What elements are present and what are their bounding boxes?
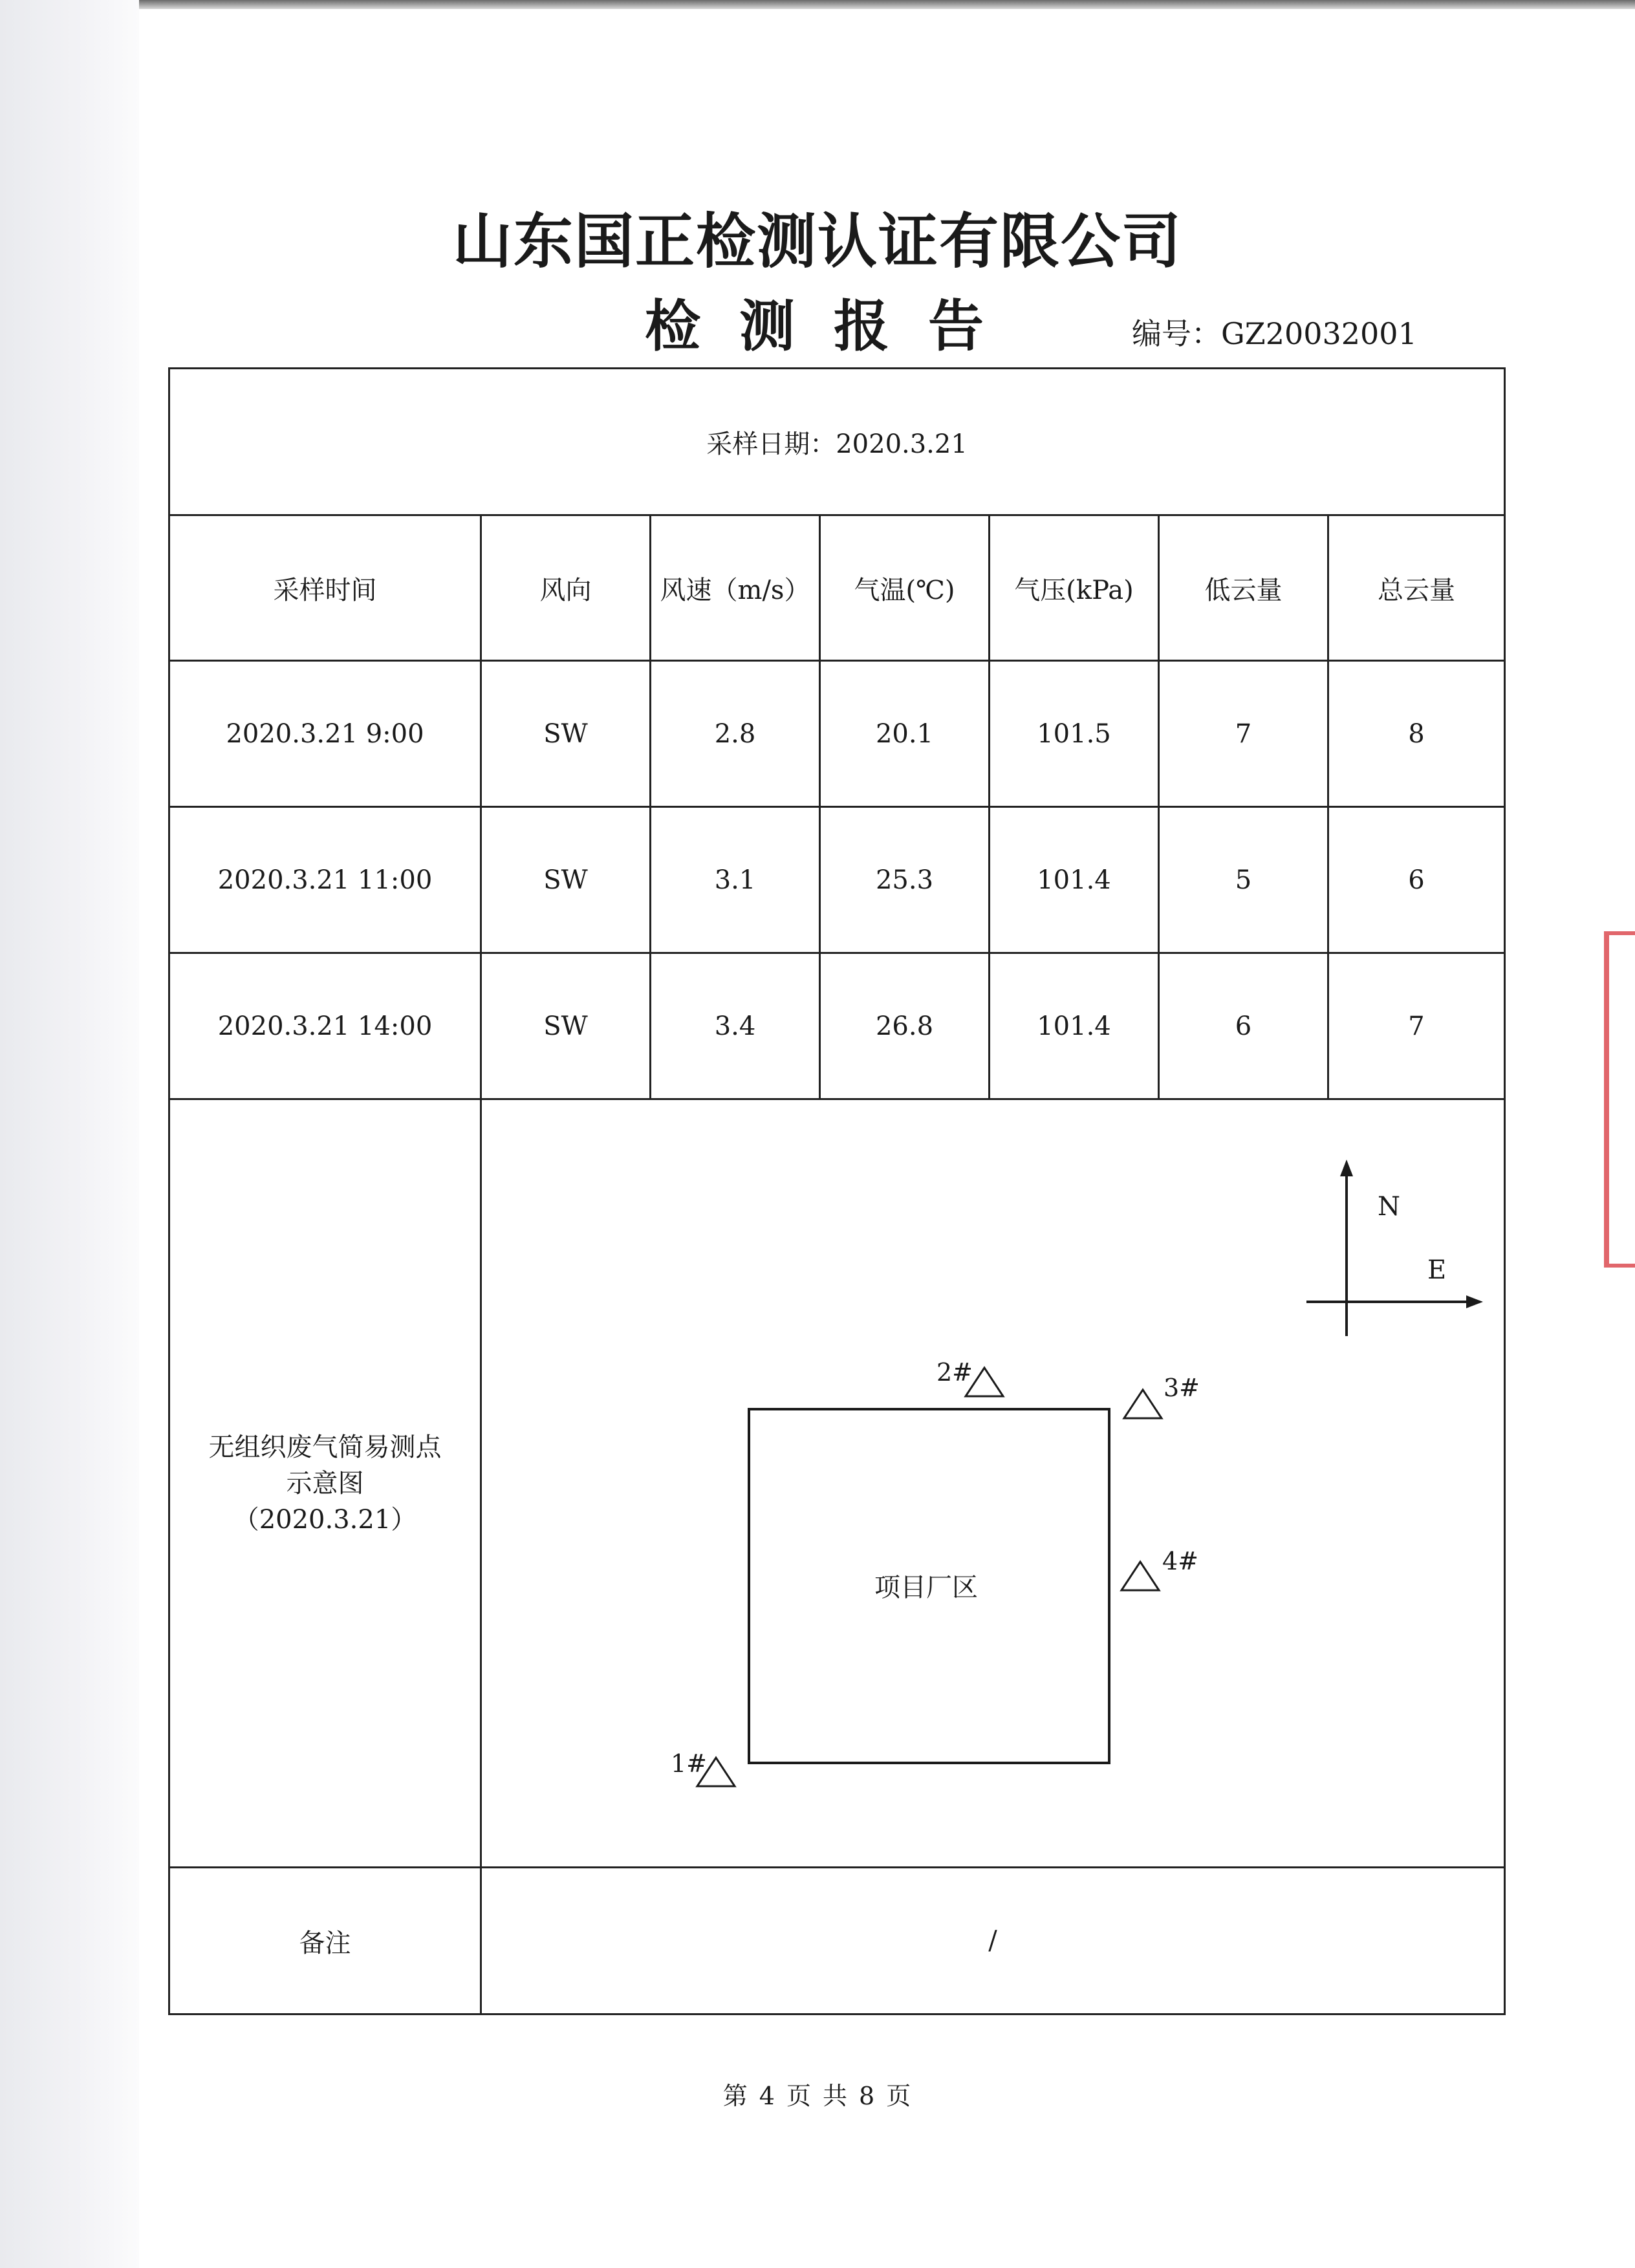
- header-cell: 风速（m/s）: [651, 515, 820, 661]
- point-1-label: 1#: [671, 1749, 708, 1778]
- table-header-row: [169, 515, 1505, 661]
- page-number: [0, 2076, 1635, 2111]
- header-cell: 气压(kPa): [990, 515, 1159, 661]
- monitoring-point-diagram: [482, 1100, 1506, 1866]
- report-title: 检测报告: [645, 294, 1023, 359]
- point-4-triangle: [1121, 1562, 1159, 1590]
- cell-total-cloud: 7: [1328, 953, 1505, 1099]
- point-2-label: 2#: [937, 1358, 973, 1387]
- diagram-label-line3: （2020.3.21）: [233, 1504, 417, 1535]
- page-mid: 页: [786, 2082, 812, 2110]
- diagram-label: [169, 1099, 481, 1868]
- table-row: [169, 953, 1505, 1099]
- page-total: 8: [859, 2082, 876, 2110]
- north-arrow-head: [1340, 1160, 1353, 1176]
- weather-table: [168, 367, 1506, 2015]
- table-row: [169, 807, 1505, 953]
- cell-wind-speed: 3.1: [651, 807, 820, 953]
- cell-low-cloud: 7: [1159, 661, 1328, 807]
- header-cell: 采样时间: [169, 515, 481, 661]
- cell-wind-direction: SW: [481, 661, 651, 807]
- cell-temperature: 20.1: [820, 661, 990, 807]
- company-name: 山东国正检测认证有限公司: [452, 206, 1182, 276]
- diagram-label-line2: 示意图: [286, 1468, 364, 1498]
- point-4-label: 4#: [1162, 1547, 1199, 1575]
- red-seal-fragment: [1604, 931, 1635, 1268]
- cell-low-cloud: 5: [1159, 807, 1328, 953]
- page-prefix: 第: [722, 2082, 749, 2110]
- page-suffix: 页: [886, 2082, 913, 2110]
- north-label: N: [1378, 1192, 1400, 1222]
- table-row: [169, 661, 1505, 807]
- east-label: E: [1427, 1255, 1447, 1285]
- page-total-prefix: 共: [823, 2082, 849, 2110]
- header-cell: 总云量: [1328, 515, 1505, 661]
- page-top-edge: [139, 0, 1635, 9]
- cell-pressure: 101.4: [990, 807, 1159, 953]
- cell-temperature: 26.8: [820, 953, 990, 1099]
- cell-time: 2020.3.21 14:00: [169, 953, 481, 1099]
- cell-total-cloud: 8: [1328, 661, 1505, 807]
- east-arrow-head: [1466, 1295, 1483, 1308]
- cell-wind-direction: SW: [481, 953, 651, 1099]
- cell-time: 2020.3.21 11:00: [169, 807, 481, 953]
- header-cell: 气温(℃): [820, 515, 990, 661]
- sampling-date: 采样日期：2020.3.21: [169, 369, 1505, 515]
- cell-wind-speed: 2.8: [651, 661, 820, 807]
- cell-temperature: 25.3: [820, 807, 990, 953]
- cell-total-cloud: 6: [1328, 807, 1505, 953]
- report-number: 编号：GZ20032001: [1132, 316, 1417, 351]
- diagram-cell: [481, 1099, 1505, 1868]
- plant-area-label: 项目厂区: [874, 1573, 978, 1603]
- point-3-label: 3#: [1164, 1374, 1200, 1402]
- cell-time: 2020.3.21 9:00: [169, 661, 481, 807]
- remark-value: /: [481, 1868, 1505, 2014]
- header-cell: 风向: [481, 515, 651, 661]
- cell-pressure: 101.5: [990, 661, 1159, 807]
- cell-wind-direction: SW: [481, 807, 651, 953]
- page-current: 4: [759, 2082, 776, 2110]
- point-3-triangle: [1124, 1390, 1162, 1418]
- diagram-label-line1: 无组织废气简易测点: [208, 1432, 442, 1462]
- cell-low-cloud: 6: [1159, 953, 1328, 1099]
- header-cell: 低云量: [1159, 515, 1328, 661]
- cell-pressure: 101.4: [990, 953, 1159, 1099]
- cell-wind-speed: 3.4: [651, 953, 820, 1099]
- remark-label: 备注: [169, 1868, 481, 2014]
